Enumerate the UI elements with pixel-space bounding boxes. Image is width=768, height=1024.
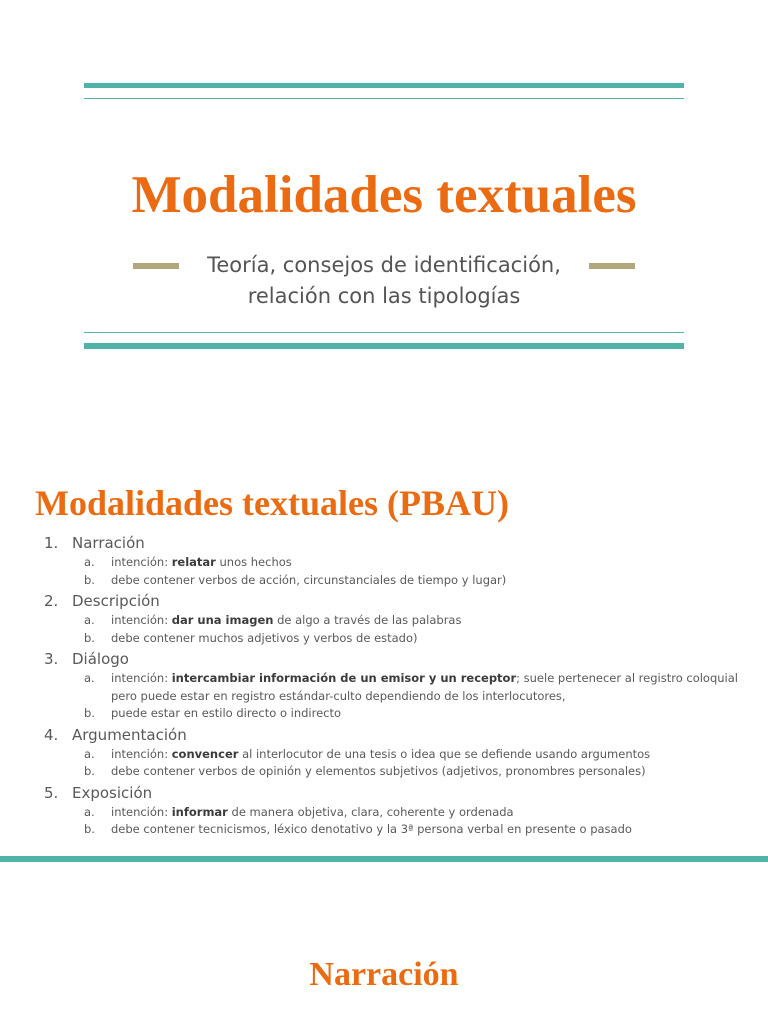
sub-item — [44, 670, 744, 705]
sub-item-letter: b. — [84, 822, 95, 836]
list-item-heading — [44, 591, 744, 612]
sub-item-letter: b. — [84, 572, 95, 587]
list-item-label: Narración — [72, 534, 145, 552]
sub-item-emphasis: relatar — [171, 555, 216, 569]
sub-item-text: debe contener verbos de acción, circunstanciales de tiempo y lugar) — [111, 572, 507, 587]
list-item — [44, 783, 744, 839]
slide3-title: Narración — [309, 956, 459, 993]
list-item-label: Descripción — [72, 592, 160, 610]
sub-item — [44, 763, 744, 781]
sub-item — [44, 630, 744, 648]
sub-item-letter: b. — [84, 630, 95, 645]
sub-item-text: intención: — [111, 804, 172, 819]
sub-item-emphasis: dar una imagen — [171, 613, 274, 627]
list-item-heading — [44, 725, 744, 746]
sub-item-text: intención: — [111, 555, 172, 569]
right-dash-ornament — [589, 263, 635, 269]
list-item-number: 3. — [44, 650, 59, 668]
list-item-label: Diálogo — [72, 650, 129, 668]
sub-item-text-rest: de manera objetiva, clara, coherente y ordenada — [227, 804, 514, 819]
sub-item-text: intención: — [111, 746, 172, 761]
list-item-number: 4. — [44, 725, 59, 744]
sub-item-text: debe contener muchos adjetivos y verbos de estado) — [111, 630, 418, 645]
sub-item-letter: a. — [84, 613, 95, 627]
list-item — [44, 591, 744, 647]
sub-item-letter: a. — [84, 746, 95, 761]
sub-item — [44, 821, 744, 839]
sub-item-letter: a. — [84, 671, 95, 685]
sub-item-text: intención: — [111, 671, 172, 685]
slide-divider — [0, 856, 768, 862]
sub-item — [44, 746, 744, 764]
top-rule-thin — [84, 98, 684, 99]
left-dash-ornament — [133, 263, 179, 269]
list-item-label: Exposición — [72, 783, 153, 802]
sub-item-text-rest: al interlocutor de una tesis o idea que se defiende usando argumentos — [238, 746, 651, 761]
sub-item-text: debe contener tecnicismos, léxico denotativo y la 3ª persona verbal en presente o pasado — [111, 822, 632, 836]
list-item — [44, 725, 744, 781]
slide2-title: Modalidades textuales (PBAU) — [35, 483, 509, 523]
sub-item-letter: b. — [84, 764, 95, 778]
modalities-list — [44, 533, 744, 839]
sub-item-letter: b. — [84, 706, 95, 720]
list-item — [44, 533, 744, 589]
sub-item-text-rest: de algo a través de las palabras — [273, 613, 462, 627]
sub-item-text: debe contener verbos de opinión y elementos subjetivos (adjetivos, pronombres personales) — [111, 764, 646, 778]
sub-item-letter: a. — [84, 804, 95, 819]
slide1-subtitle: Teoría, consejos de identificación, relación con las tipologías — [207, 253, 561, 308]
bottom-rule-thin — [84, 332, 684, 333]
sub-item — [44, 804, 744, 822]
sub-item — [44, 612, 744, 630]
sub-item-emphasis: intercambiar información de un emisor y un receptor — [171, 671, 517, 685]
list-item-label: Argumentación — [72, 725, 187, 744]
top-rule-thick — [84, 83, 684, 88]
slide1-title: Modalidades textuales — [131, 166, 637, 224]
sub-item — [44, 572, 744, 590]
sub-item-text: puede estar en estilo directo o indirecto — [111, 706, 342, 720]
list-item-heading — [44, 649, 744, 670]
list-item-number: 2. — [44, 592, 59, 610]
list-item-heading — [44, 783, 744, 804]
sub-item — [44, 705, 744, 723]
sub-item-letter: a. — [84, 555, 95, 569]
sub-item-emphasis: informar — [171, 804, 228, 819]
sub-item-text-rest: unos hechos — [215, 555, 292, 569]
list-item-heading — [44, 533, 744, 554]
sub-item-text-rest: ; suele pertenecer al registro coloquial pero puede estar en registro estándar-culto dependiendo de los interlocutores, — [111, 671, 738, 703]
list-item-number: 1. — [44, 534, 59, 552]
list-item-number: 5. — [44, 783, 59, 802]
list-item — [44, 649, 744, 723]
bottom-rule-thick — [84, 343, 684, 349]
sub-item-emphasis: convencer — [171, 746, 239, 761]
sub-item — [44, 554, 744, 572]
sub-item-text: intención: — [111, 613, 172, 627]
